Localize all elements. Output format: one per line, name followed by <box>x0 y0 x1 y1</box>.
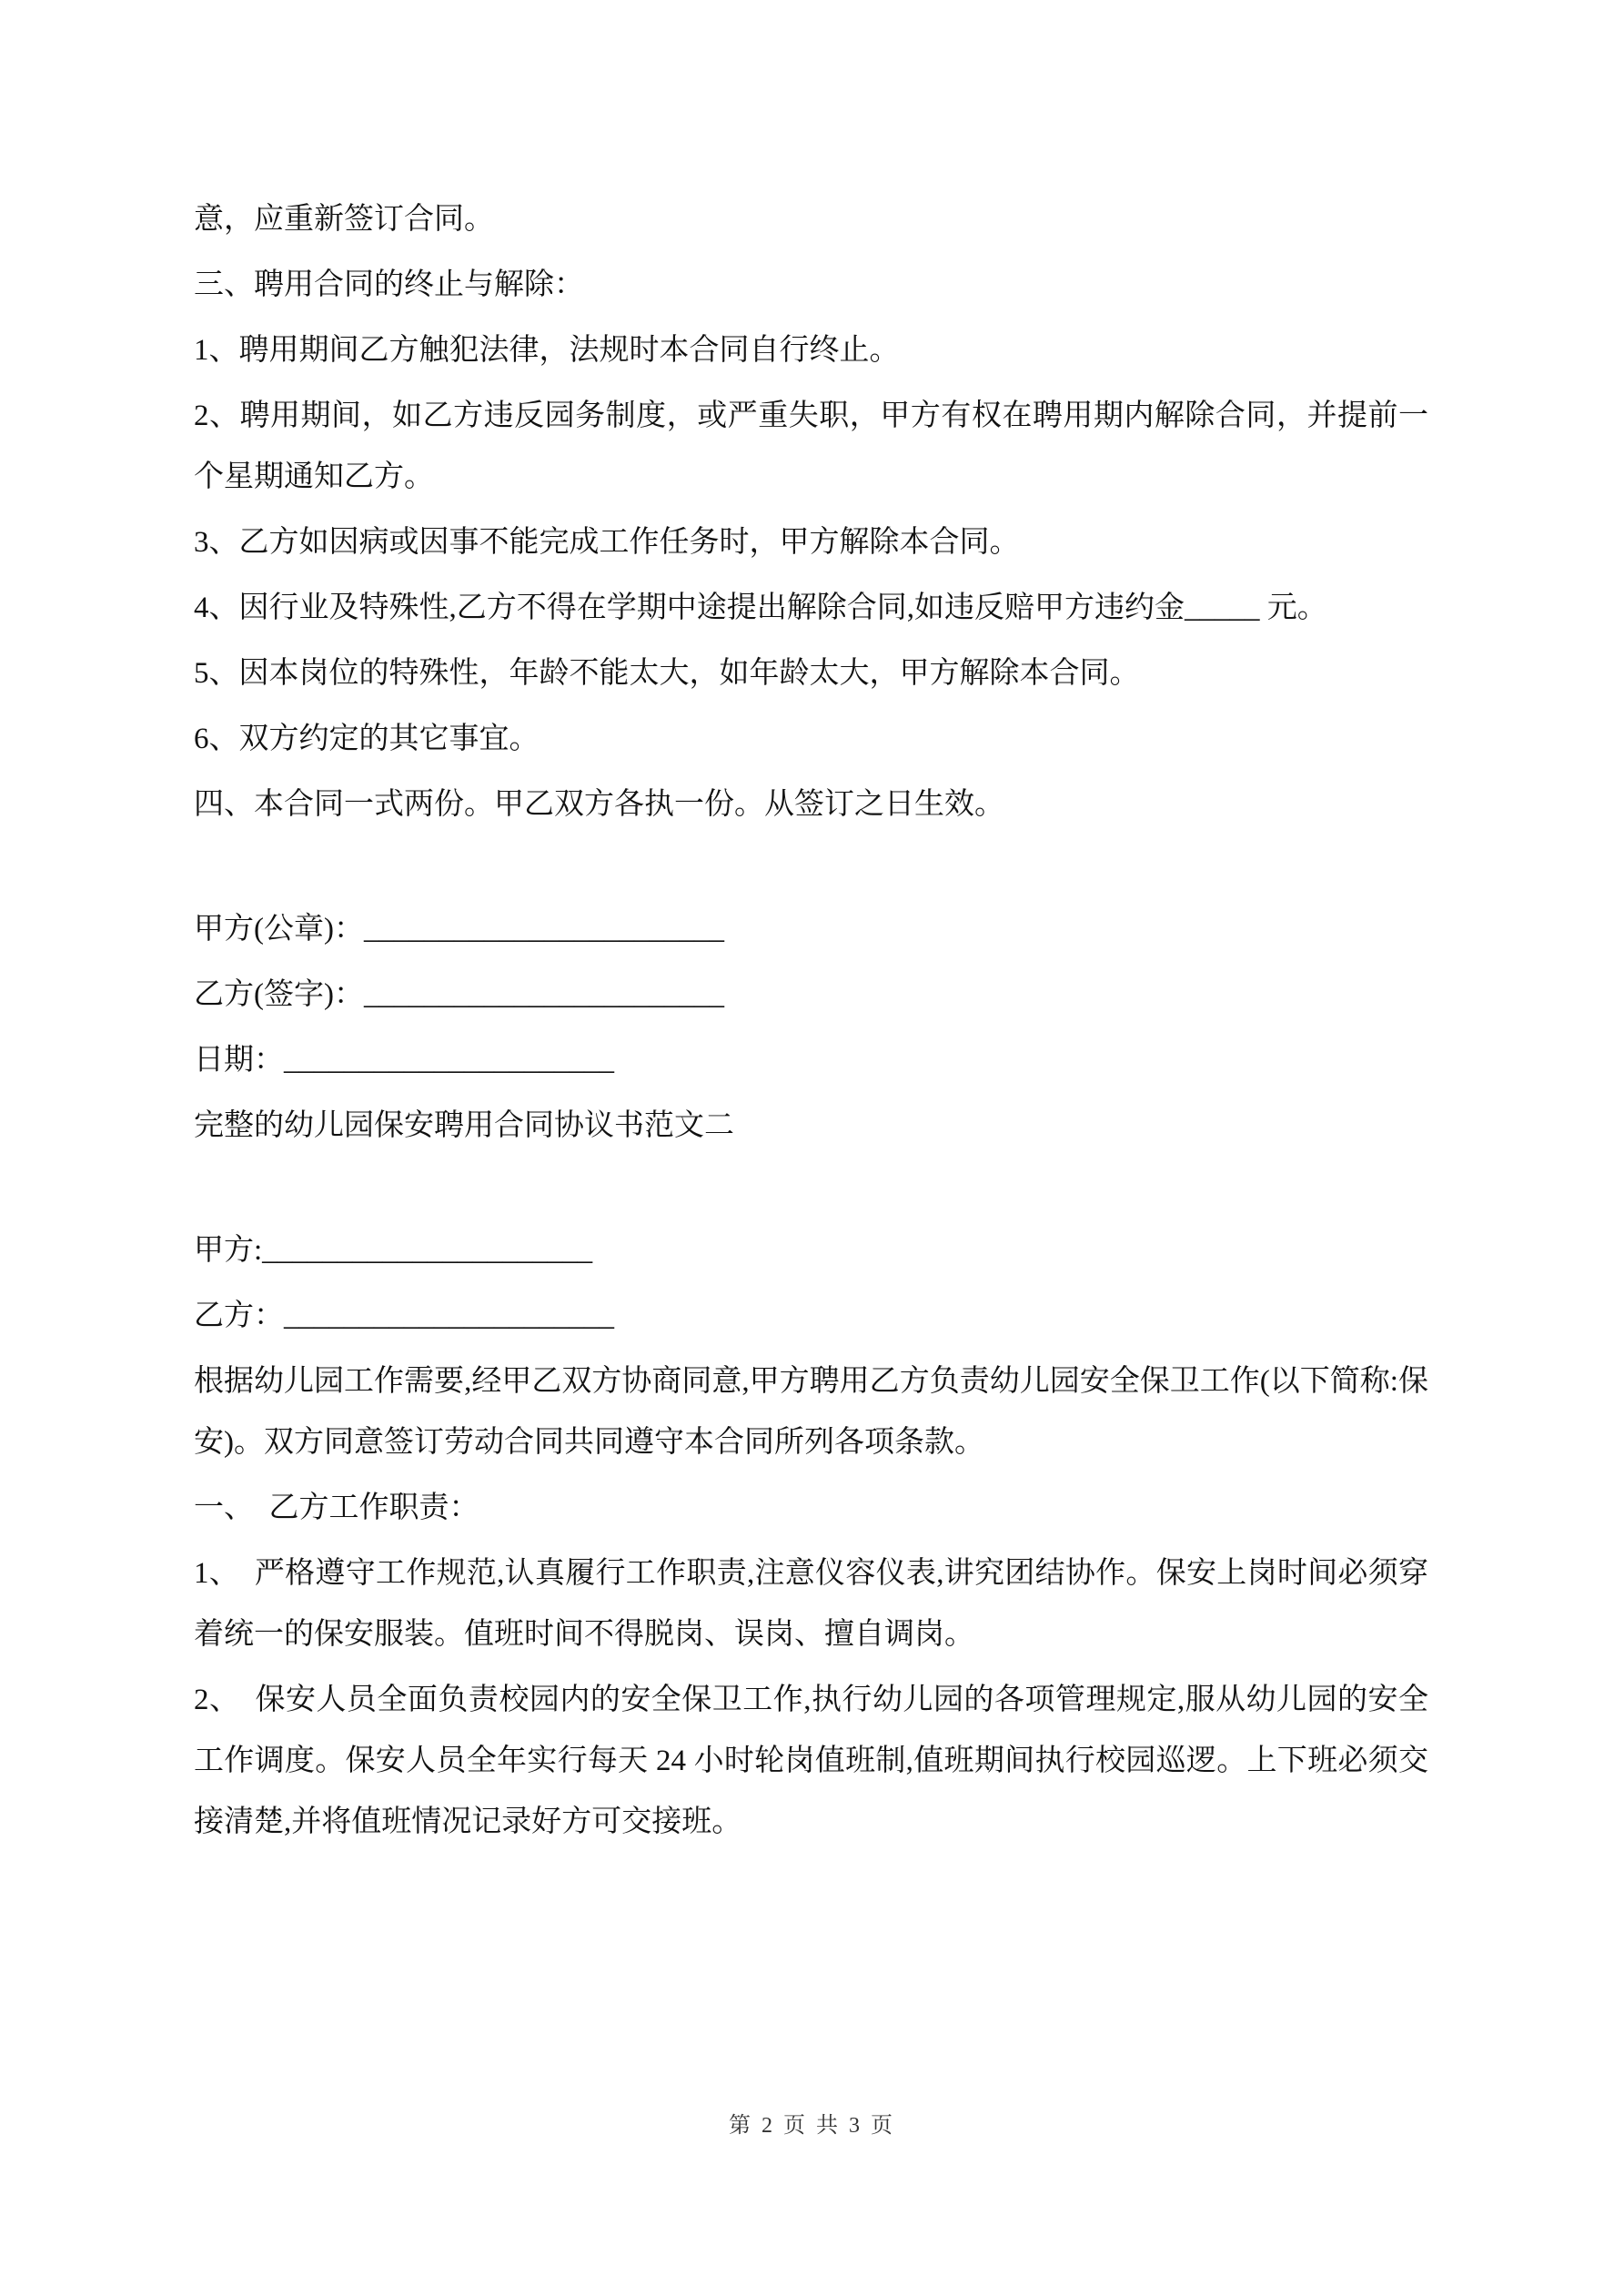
signature-block <box>194 899 1428 1091</box>
clause-item-4: 4、因行业及特殊性,乙方不得在学期中途提出解除合同,如违反赔甲方违约金_____ 元。 <box>194 592 1327 624</box>
contract2-duty-item-2: 2、 保安人员全面负责校园内的安全保卫工作,执行幼儿园的各项管理规定,服从幼儿园的安全工作调度。保安人员全年实行每天 24 小时轮岗值班制,值班期间执行校园巡逻。上下班必须交接清楚,并将值班情况记录好方可交接班。 <box>194 1684 1428 1838</box>
contract2-duty-item-1: 1、 严格遵守工作规范,认真履行工作职责,注意仪容仪表,讲究团结协作。保安上岗时间必须穿着统一的保安服装。值班时间不得脱岗、误岗、擅自调岗。 <box>194 1557 1428 1651</box>
contract2-party-b-line <box>194 1286 1428 1347</box>
signature-line-date <box>194 1030 1428 1091</box>
party-a-seal-label: 甲方(公章)： <box>194 913 364 946</box>
date-label: 日期： <box>194 1044 284 1077</box>
contract2-party-b-blank-line: ______________________ <box>284 1300 614 1332</box>
clause-item-1: 1、聘用期间乙方触犯法律，法规时本合同自行终止。 <box>194 334 900 367</box>
party-b-blank-line: ________________________ <box>363 978 724 1011</box>
clause-item-2: 2、聘用期间，如乙方违反园务制度，或严重失职，甲方有权在聘用期内解除合同，并提前一个星期通知乙方。 <box>194 400 1428 493</box>
article-4-heading: 四、本合同一式两份。甲乙双方各执一份。从签订之日生效。 <box>194 788 1004 821</box>
party-b-sign-label: 乙方(签字)： <box>194 978 364 1011</box>
signature-line-party-a <box>194 899 1428 960</box>
contract2-article-1-heading: 一、 乙方工作职责： <box>194 1492 479 1524</box>
clause-item-3: 3、乙方如因病或因事不能完成工作任务时，甲方解除本合同。 <box>194 526 1020 559</box>
contract2-intro-paragraph: 根据幼儿园工作需要,经甲乙双方协商同意,甲方聘用乙方负责幼儿园安全保卫工作(以下简称:保安)。双方同意签订劳动合同共同遵守本合同所列各项条款。 <box>194 1365 1428 1459</box>
contract2-party-a-line <box>194 1220 1428 1281</box>
signature-line-party-b <box>194 965 1428 1026</box>
clause-item-5: 5、因本岗位的特殊性，年龄不能太大，如年龄太大，甲方解除本合同。 <box>194 657 1140 690</box>
page-footer: 第 2 页 共 3 页 <box>729 2114 895 2138</box>
clause-item-6: 6、双方约定的其它事宜。 <box>194 723 540 755</box>
contract2-party-b-label: 乙方： <box>194 1300 284 1332</box>
party-a-blank-line: ________________________ <box>363 913 724 946</box>
contract2-party-a-label: 甲方: <box>194 1234 263 1267</box>
clause-continuation: 意，应重新签订合同。 <box>194 203 494 236</box>
contract2-title: 完整的幼儿园保安聘用合同协议书范文二 <box>194 1109 734 1142</box>
date-blank-line: ______________________ <box>284 1044 614 1077</box>
contract2-party-a-blank-line: ______________________ <box>262 1234 593 1267</box>
contract2-parties-block <box>194 1220 1428 1347</box>
article-3-heading: 三、聘用合同的终止与解除： <box>194 268 584 301</box>
